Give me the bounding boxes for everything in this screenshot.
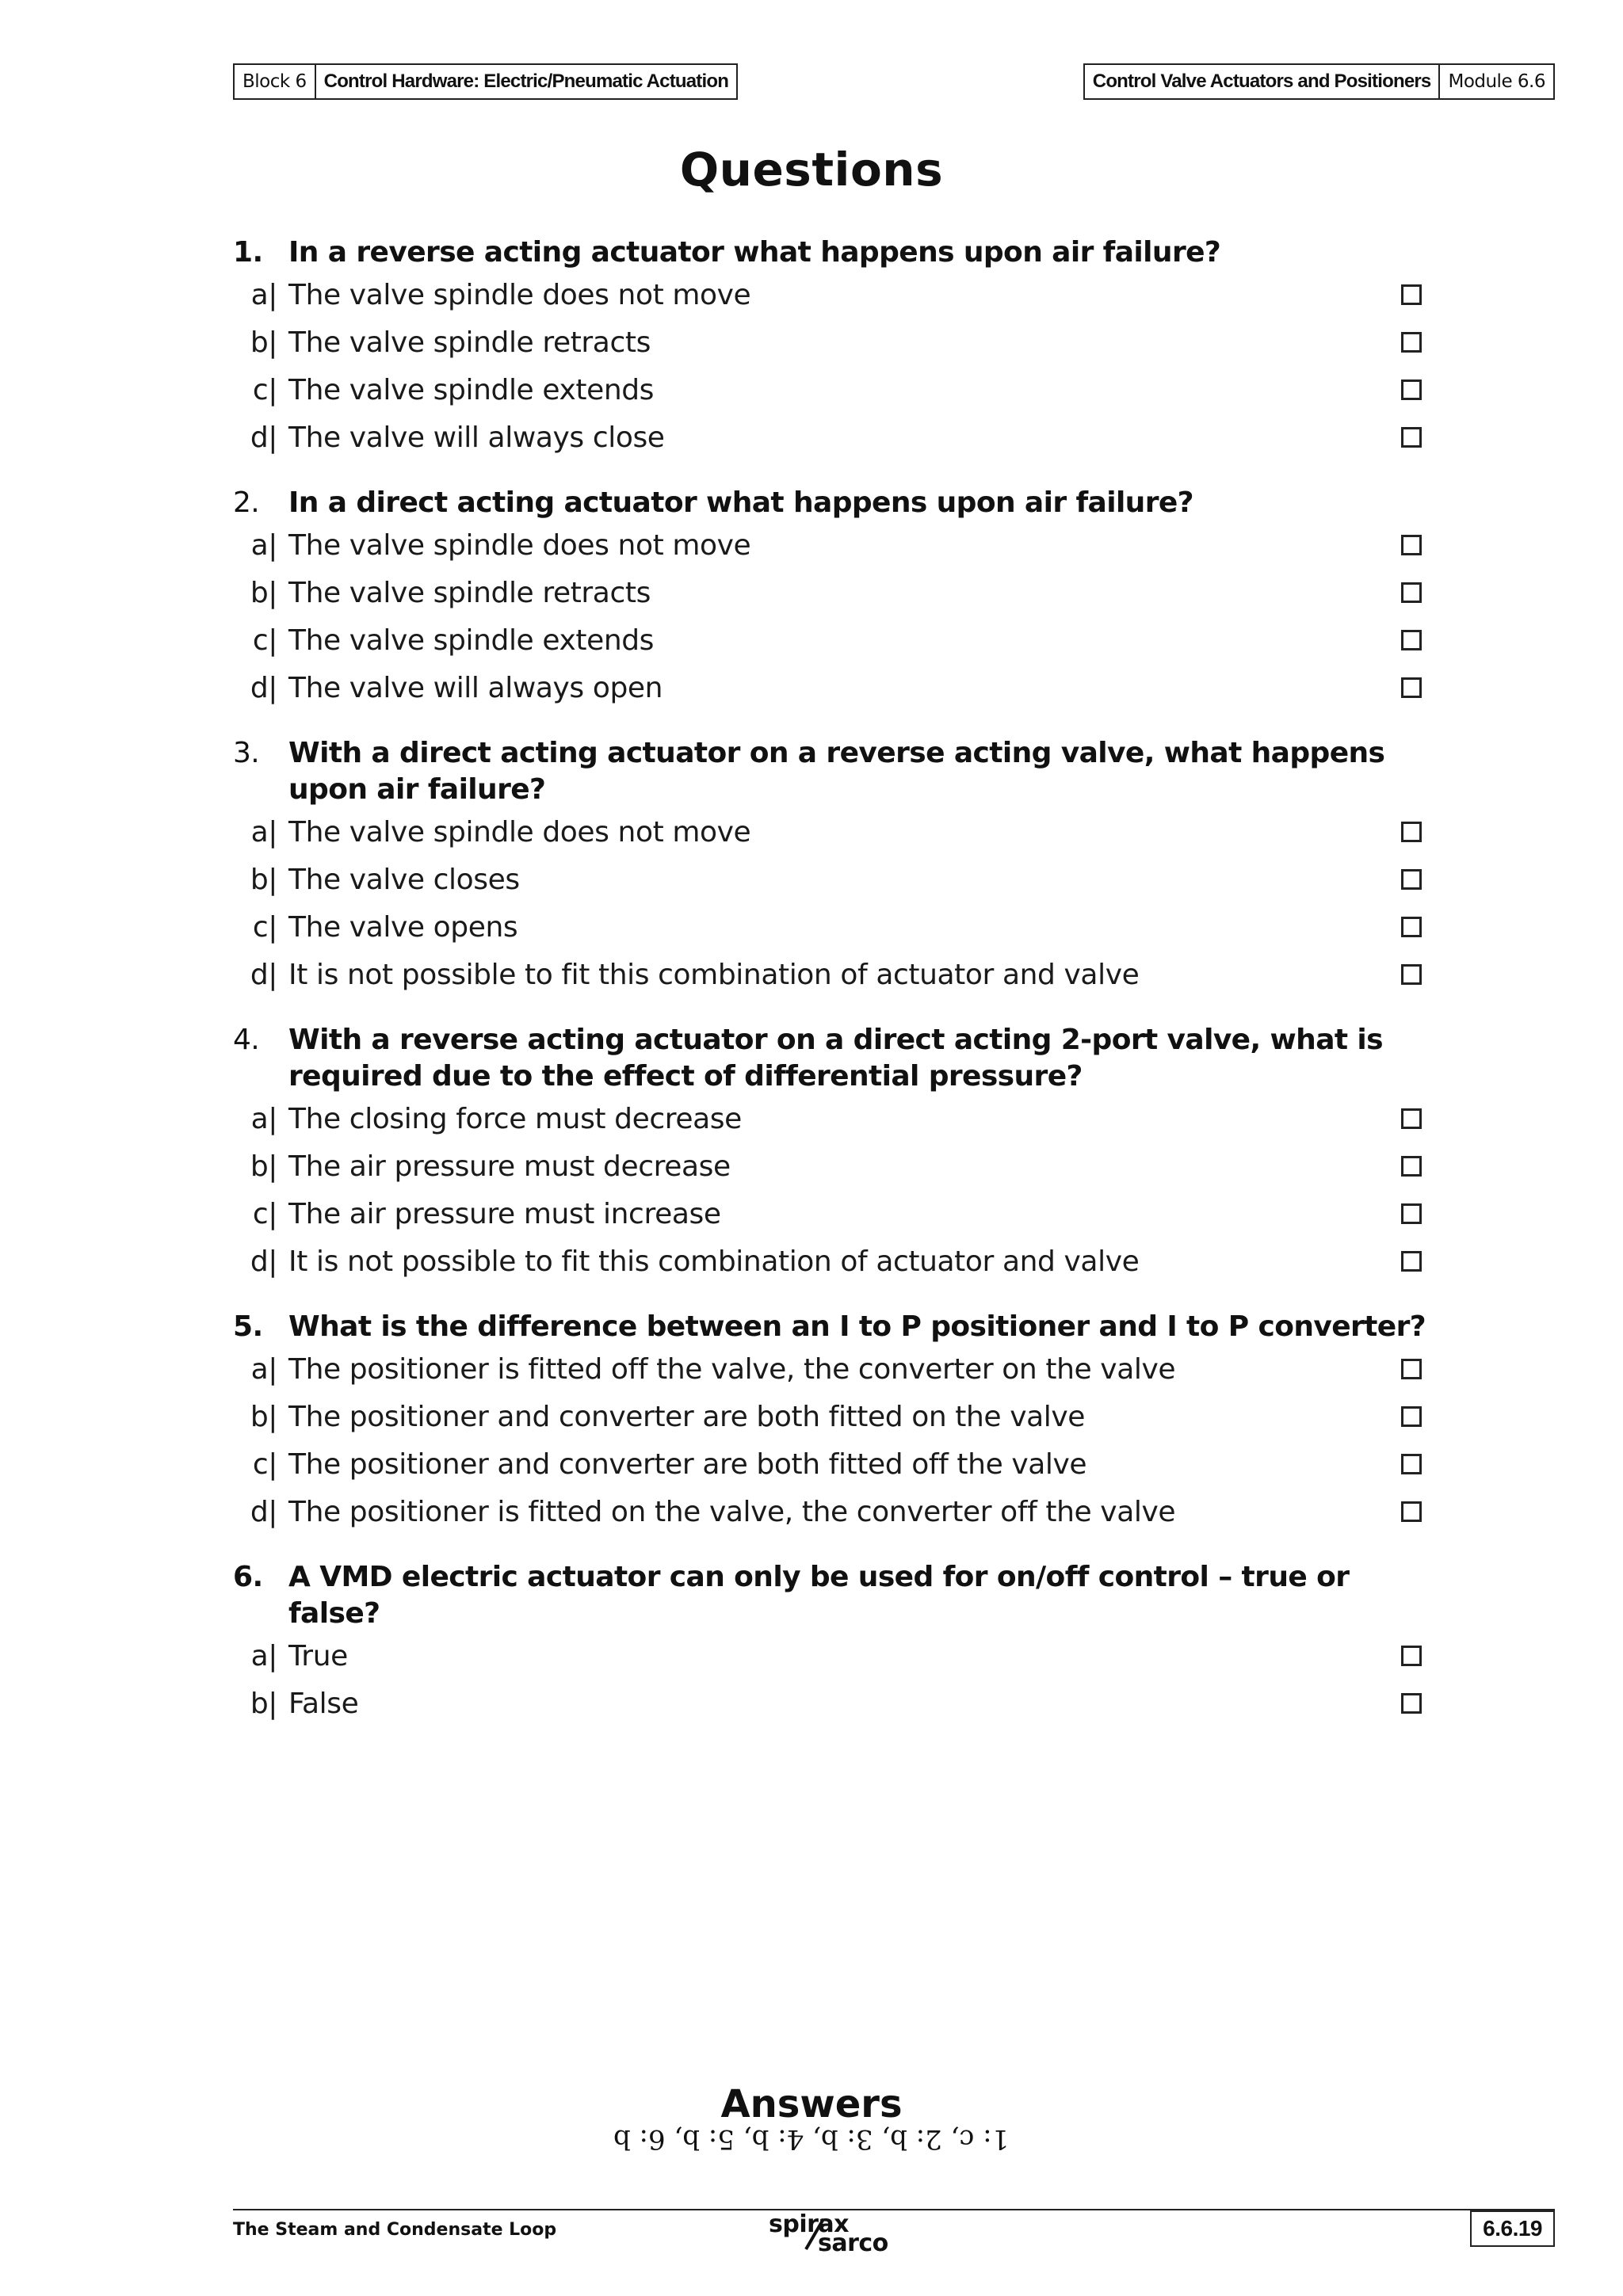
question-text: In a reverse acting actuator what happens upon air failure? [288,236,1221,269]
answer-option [233,1680,1438,1727]
logo-word-top: spirax [769,2210,850,2238]
answer-checkbox[interactable] [1401,284,1422,305]
answers-key: 1: c, 2: b, 3: b, 4: b, 5: b, 6: b [613,2123,1010,2155]
option-letter-text: d [250,421,269,454]
option-letter: d| [250,1245,277,1278]
answer-option [233,1345,1438,1393]
answer-checkbox[interactable] [1401,964,1422,985]
question-heading [233,1559,1438,1632]
question-5 [233,1309,1438,1535]
option-letter: d| [250,671,277,704]
option-text: False [288,1687,359,1720]
question-6 [233,1559,1438,1727]
option-text: The positioner is fitted off the valve, the converter on the valve [288,1352,1176,1386]
answer-checkbox[interactable] [1401,677,1422,698]
module-title: Control Valve Actuators and Positioners [1092,71,1431,92]
page-title: Questions [679,143,944,196]
block-title: Control Hardware: Electric/Pneumatic Actuation [315,65,736,98]
answer-option [233,318,1438,366]
module-label: Module 6.6 [1438,65,1553,98]
header-left-box [233,63,738,100]
option-text: The valve will always close [288,421,665,454]
option-letter-text: c [252,1197,269,1230]
question-number: 3. [233,737,260,769]
answer-option [233,1488,1438,1535]
answer-option [233,1393,1438,1440]
block-label: Block 6 [242,71,307,92]
question-number: 6. [233,1561,263,1593]
option-text: The valve closes [288,863,520,896]
header-right-box [1083,63,1555,100]
question-text: What is the difference between an I to P positioner and I to P converter? [288,1310,1426,1343]
option-text: The valve spindle does not move [288,528,751,562]
question-number: 2. [233,486,260,519]
option-text: It is not possible to fit this combination of actuator and valve [288,958,1140,991]
answer-option [233,1440,1438,1488]
option-letter-text: c [252,373,269,406]
option-letter: a| [250,1102,277,1135]
option-letter: a| [250,1639,277,1672]
question-2 [233,485,1438,711]
option-letter: c| [252,373,277,406]
question-text: With a direct acting actuator on a reverse acting valve, what happens upon air failure? [288,737,1385,806]
answer-option [233,271,1438,318]
option-letter-text: a [250,1639,269,1672]
option-letter: b| [250,576,277,609]
answer-checkbox[interactable] [1401,332,1422,353]
option-letter-text: d [250,1245,269,1278]
option-letter: b| [250,863,277,896]
answer-checkbox[interactable] [1401,630,1422,650]
option-letter: c| [252,1447,277,1481]
option-text: The valve opens [288,910,518,944]
option-letter-text: c [252,624,269,657]
option-text: The positioner and converter are both fitted off the valve [288,1447,1087,1481]
option-letter: c| [252,624,277,657]
answer-checkbox[interactable] [1401,1108,1422,1129]
option-letter-text: d [250,1495,269,1528]
option-text: The valve spindle retracts [288,326,651,359]
answer-option [233,366,1438,414]
option-text: True [288,1639,348,1672]
answer-option [233,1142,1438,1190]
option-letter-text: a [250,1102,269,1135]
option-text: The valve spindle extends [288,373,655,406]
option-text: The air pressure must increase [288,1197,721,1230]
answer-option [233,1238,1438,1285]
question-list [233,235,1438,1751]
answer-option [233,664,1438,711]
option-letter-text: b [250,863,269,896]
answer-checkbox[interactable] [1401,427,1422,448]
question-heading [233,735,1438,808]
option-letter-text: b [250,1400,269,1433]
answer-checkbox[interactable] [1401,1251,1422,1272]
option-letter-text: a [250,815,269,849]
answer-checkbox[interactable] [1401,917,1422,937]
option-text: It is not possible to fit this combination of actuator and valve [288,1245,1140,1278]
option-letter: a| [250,815,277,849]
answers-title: Answers [720,2082,903,2126]
option-letter: b| [250,326,277,359]
option-letter-text: b [250,326,269,359]
question-text: With a reverse acting actuator on a direct acting 2-port valve, what is required due to the effect of differential pressure? [288,1024,1384,1093]
answer-option [233,414,1438,461]
answer-option [233,521,1438,569]
answer-option [233,808,1438,856]
option-letter: b| [250,1687,277,1720]
option-letter: a| [250,278,277,311]
answer-checkbox[interactable] [1401,822,1422,842]
option-text: The valve spindle retracts [288,576,651,609]
option-text: The valve spindle does not move [288,278,751,311]
spirax-sarco-logo [769,2210,903,2258]
option-letter: a| [250,528,277,562]
option-letter-text: a [250,1352,269,1386]
question-number: 1. [233,236,263,269]
option-letter: b| [250,1150,277,1183]
option-letter: a| [250,1352,277,1386]
answer-checkbox[interactable] [1401,1454,1422,1474]
option-letter-text: b [250,1687,269,1720]
answer-checkbox[interactable] [1401,1406,1422,1427]
option-text: The positioner and converter are both fitted on the valve [288,1400,1086,1433]
answer-option [233,1190,1438,1238]
option-letter-text: c [252,910,269,944]
answers-text [0,2123,1623,2155]
question-3 [233,735,1438,998]
answer-checkbox[interactable] [1401,1646,1422,1666]
option-text: The valve spindle extends [288,624,655,657]
option-letter-text: a [250,528,269,562]
answer-option [233,1632,1438,1680]
option-letter: c| [252,910,277,944]
question-4 [233,1022,1438,1285]
answer-option [233,856,1438,903]
option-letter: c| [252,1197,277,1230]
option-text: The positioner is fitted on the valve, the converter off the valve [288,1495,1176,1528]
option-letter-text: b [250,576,269,609]
option-letter-text: b [250,1150,269,1183]
answer-option [233,951,1438,998]
option-letter: d| [250,1495,277,1528]
answer-checkbox[interactable] [1401,1501,1422,1522]
question-number: 4. [233,1024,260,1056]
footer-publication: The Steam and Condensate Loop [233,2220,557,2240]
question-heading [233,235,1438,271]
answer-option [233,1095,1438,1142]
option-text: The valve spindle does not move [288,815,751,849]
answer-checkbox[interactable] [1401,1359,1422,1379]
answer-checkbox[interactable] [1401,535,1422,555]
page-number: 6.6.19 [1470,2210,1555,2247]
question-1 [233,235,1438,461]
option-letter: d| [250,421,277,454]
question-text: In a direct acting actuator what happens upon air failure? [288,486,1193,519]
question-heading [233,485,1438,521]
question-text: A VMD electric actuator can only be used for on/off control – true or false? [288,1561,1350,1630]
answer-checkbox[interactable] [1401,1156,1422,1177]
answer-option [233,903,1438,951]
question-heading [233,1022,1438,1095]
option-text: The air pressure must decrease [288,1150,731,1183]
logo-word-bottom: sarco [818,2229,888,2257]
option-letter-text: c [252,1447,269,1481]
answer-checkbox[interactable] [1401,379,1422,400]
answer-checkbox[interactable] [1401,869,1422,890]
question-heading [233,1309,1438,1345]
answer-option [233,569,1438,616]
option-letter-text: d [250,671,269,704]
option-letter: b| [250,1400,277,1433]
answer-option [233,616,1438,664]
option-text: The valve will always open [288,671,663,704]
answer-checkbox[interactable] [1401,1203,1422,1224]
option-letter-text: a [250,278,269,311]
option-letter-text: d [250,958,269,991]
option-letter: d| [250,958,277,991]
question-number: 5. [233,1310,263,1343]
answer-checkbox[interactable] [1401,582,1422,603]
option-text: The closing force must decrease [288,1102,742,1135]
answer-checkbox[interactable] [1401,1693,1422,1714]
